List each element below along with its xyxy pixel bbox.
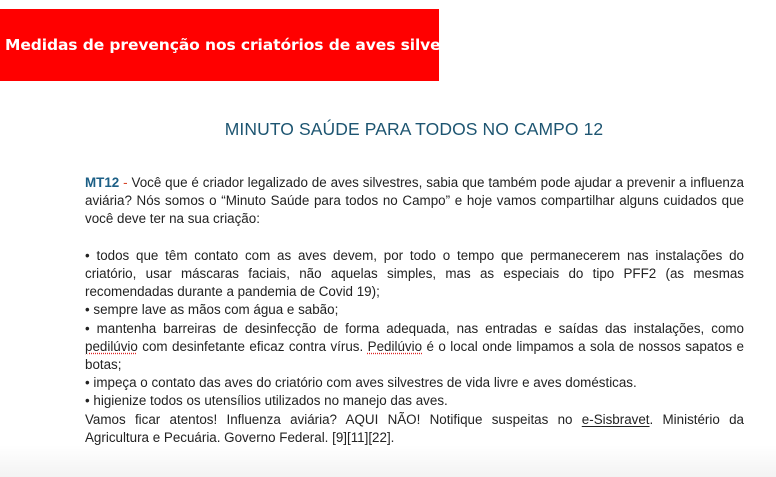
bullet-item <box>85 320 744 375</box>
paragraph-gap <box>85 229 744 247</box>
section-heading: MINUTO SAÚDE PARA TODOS NO CAMPO 12 <box>224 119 604 139</box>
intro-paragraph <box>85 174 744 229</box>
closing-text: . Ministério da Agricultura e Pecuária. Governo Federal. [9][11][22]. <box>85 411 744 445</box>
article-body <box>85 174 744 447</box>
intro-text: Você que é criador legalizado de aves silvestres, sabia que também pode ajudar a prevenir a influenza aviária? Nós somos o “Minuto Saúde para todos no Campo” e hoje vamos compartilhar alguns cuidados que você deve ter na sua criação: <box>85 175 744 227</box>
bullet-item: • sempre lave as mãos com água e sabão; <box>85 302 339 318</box>
bullet-text: é o local onde limpamos a sola de nossos sapatos e botas; <box>85 338 744 373</box>
bullet-text: com desinfetante eficaz contra vírus. <box>137 338 368 354</box>
title-banner <box>0 9 485 81</box>
episode-tag: MT12 <box>85 175 120 190</box>
bullet-item: • higienize todos os utensílios utilizados no manejo das aves. <box>85 393 448 409</box>
spellcheck-term: Pedilúvio <box>367 338 423 354</box>
bullet-item: • todos que têm contato com as aves devem, por todo o tempo que permanecerem nas instalações do criatório, usar máscaras faciais, não aquelas simples, mas as especiais do tipo PFF2 (as mesmas recomendadas durante a pandemia de Covid 19); <box>85 247 744 300</box>
spellcheck-term: pedilúvio <box>85 338 138 354</box>
bullet-item: • impeça o contato das aves do criatório com aves silvestres de vida livre e aves domésticas. <box>85 375 637 391</box>
tag-separator: - <box>119 175 132 190</box>
closing-paragraph <box>85 411 744 447</box>
e-sisbravet-link[interactable]: e-Sisbravet <box>581 411 650 427</box>
closing-text: Vamos ficar atentos! Influenza aviária? AQUI NÃO! Notifique suspeitas no <box>85 411 582 427</box>
bullet-text: • mantenha barreiras de desinfecção de forma adequada, nas entradas e saídas das instalações, como <box>85 320 744 336</box>
banner-title: Medidas de prevenção nos criatórios de aves silvestres <box>5 36 485 54</box>
